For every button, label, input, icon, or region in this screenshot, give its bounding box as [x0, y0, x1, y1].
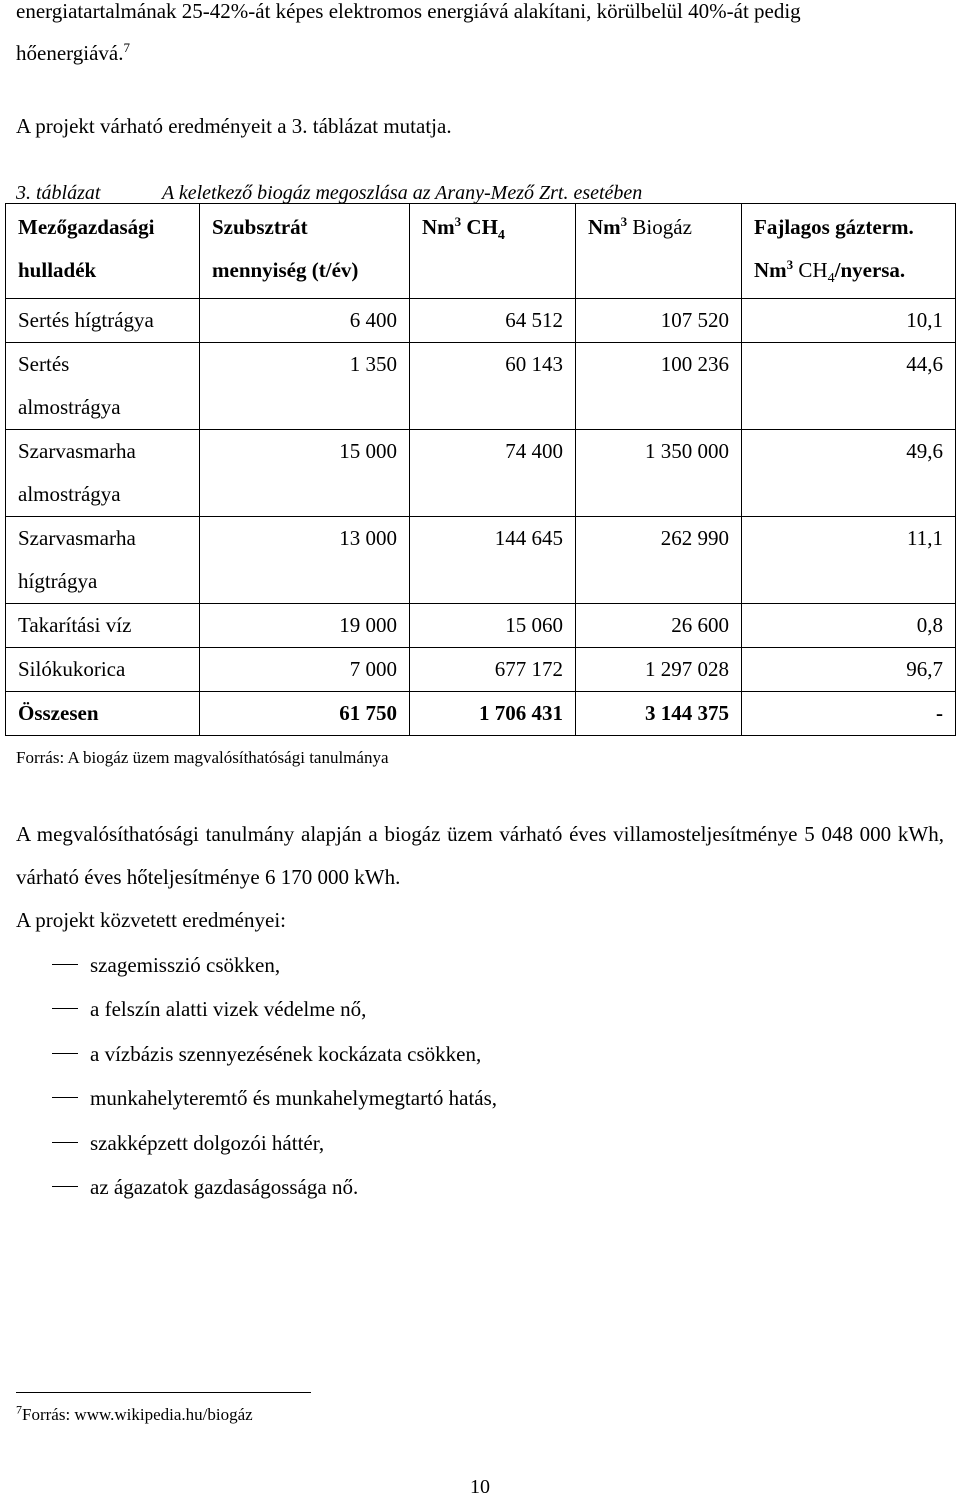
footnote-ref[interactable]: 7: [123, 40, 130, 55]
cell-qty: 6 400: [200, 299, 410, 343]
header-biogas: Nm$^3$ Biogáz: [576, 204, 742, 299]
page-number: 10: [470, 1476, 490, 1498]
table-caption-label: 3. táblázat: [16, 182, 101, 204]
cell-name: Összesen: [6, 692, 200, 736]
cell-ch4: 64 512: [410, 299, 576, 343]
paragraph: A projekt közvetett eredményei:: [16, 908, 286, 932]
cell-qty: 19 000: [200, 604, 410, 648]
cell-qty: 61 750: [200, 692, 410, 736]
cell-specific: 11,1: [742, 517, 956, 604]
table-total-row: [6, 692, 956, 736]
cell-ch4: 677 172: [410, 648, 576, 692]
cell-biogas: 107 520: [576, 299, 742, 343]
body-text: hőenergiává.: [16, 41, 124, 65]
body-text-line: energiatartalmának 25-42%-át képes elektromos energiává alakítani, körülbelül 40%-át pedig: [16, 0, 801, 23]
table-row: [6, 604, 956, 648]
cell-biogas: 26 600: [576, 604, 742, 648]
cell-specific: 44,6: [742, 343, 956, 430]
paragraph: A megvalósíthatósági tanulmány alapján a biogáz üzem várható éves villamosteljesítménye 5 048 000 kWh, várható éves hőteljesítménye 6 170 000 kWh.: [16, 822, 944, 889]
list-item: a vízbázis szennyezésének kockázata csökken,: [16, 1032, 497, 1076]
cell-specific: 10,1: [742, 299, 956, 343]
cell-biogas: 1 297 028: [576, 648, 742, 692]
header-specific: Fajlagos gázterm. Nm$^3$ $CH_4$/nyersa.: [742, 204, 956, 299]
cell-qty: 7 000: [200, 648, 410, 692]
list-item: munkahelyteremtő és munkahelymegtartó hatás,: [16, 1076, 497, 1120]
bullet-list: [16, 943, 497, 1209]
cell-specific: 49,6: [742, 430, 956, 517]
cell-qty: 15 000: [200, 430, 410, 517]
footnote-separator: [16, 1392, 311, 1393]
table-caption-title: A keletkező biogáz megoszlása az Arany-Mező Zrt. esetében: [162, 182, 643, 204]
cell-qty: 1 350: [200, 343, 410, 430]
cell-biogas: 3 144 375: [576, 692, 742, 736]
cell-name: Sertés almostrágya: [6, 343, 200, 430]
dash-icon: [52, 1008, 78, 1009]
table-row: [6, 430, 956, 517]
table-row: [6, 648, 956, 692]
cell-biogas: 1 350 000: [576, 430, 742, 517]
table-header-row: [6, 204, 956, 299]
header-quantity: Szubsztrát mennyiség (t/év): [200, 204, 410, 299]
cell-name: Takarítási víz: [6, 604, 200, 648]
header-ch4: Nm$^3$ $CH_4$: [410, 204, 576, 299]
dash-icon: [52, 1186, 78, 1187]
header-waste: Mezőgazdasági hulladék: [6, 204, 200, 299]
cell-qty: 13 000: [200, 517, 410, 604]
cell-specific: -: [742, 692, 956, 736]
cell-biogas: 100 236: [576, 343, 742, 430]
cell-specific: 0,8: [742, 604, 956, 648]
list-item: szakképzett dolgozói háttér,: [16, 1121, 497, 1165]
cell-ch4: 60 143: [410, 343, 576, 430]
list-item: szagemisszió csökken,: [16, 943, 497, 987]
cell-ch4: 15 060: [410, 604, 576, 648]
dash-icon: [52, 1142, 78, 1143]
cell-ch4: 144 645: [410, 517, 576, 604]
cell-name: Szarvasmarha almostrágya: [6, 430, 200, 517]
table-row: [6, 517, 956, 604]
dash-icon: [52, 1097, 78, 1098]
cell-name: Silókukorica: [6, 648, 200, 692]
table-source: Forrás: A biogáz üzem magvalósíthatósági tanulmánya: [16, 748, 389, 767]
dash-icon: [52, 1053, 78, 1054]
body-text-line: A projekt várható eredményeit a 3. táblázat mutatja.: [16, 114, 452, 138]
table-row: [6, 343, 956, 430]
cell-specific: 96,7: [742, 648, 956, 692]
biogas-table: [5, 203, 956, 736]
cell-biogas: 262 990: [576, 517, 742, 604]
cell-ch4: 74 400: [410, 430, 576, 517]
table-row: [6, 299, 956, 343]
list-item: a felszín alatti vizek védelme nő,: [16, 987, 497, 1031]
cell-name: Szarvasmarha hígtrágya: [6, 517, 200, 604]
dash-icon: [52, 964, 78, 965]
footnote: $^7$Forrás: www.wikipedia.hu/biogáz: [16, 1402, 253, 1424]
cell-ch4: 1 706 431: [410, 692, 576, 736]
list-item: az ágazatok gazdaságossága nő.: [16, 1165, 497, 1209]
cell-name: Sertés hígtrágya: [6, 299, 200, 343]
body-text-line: [16, 39, 130, 67]
